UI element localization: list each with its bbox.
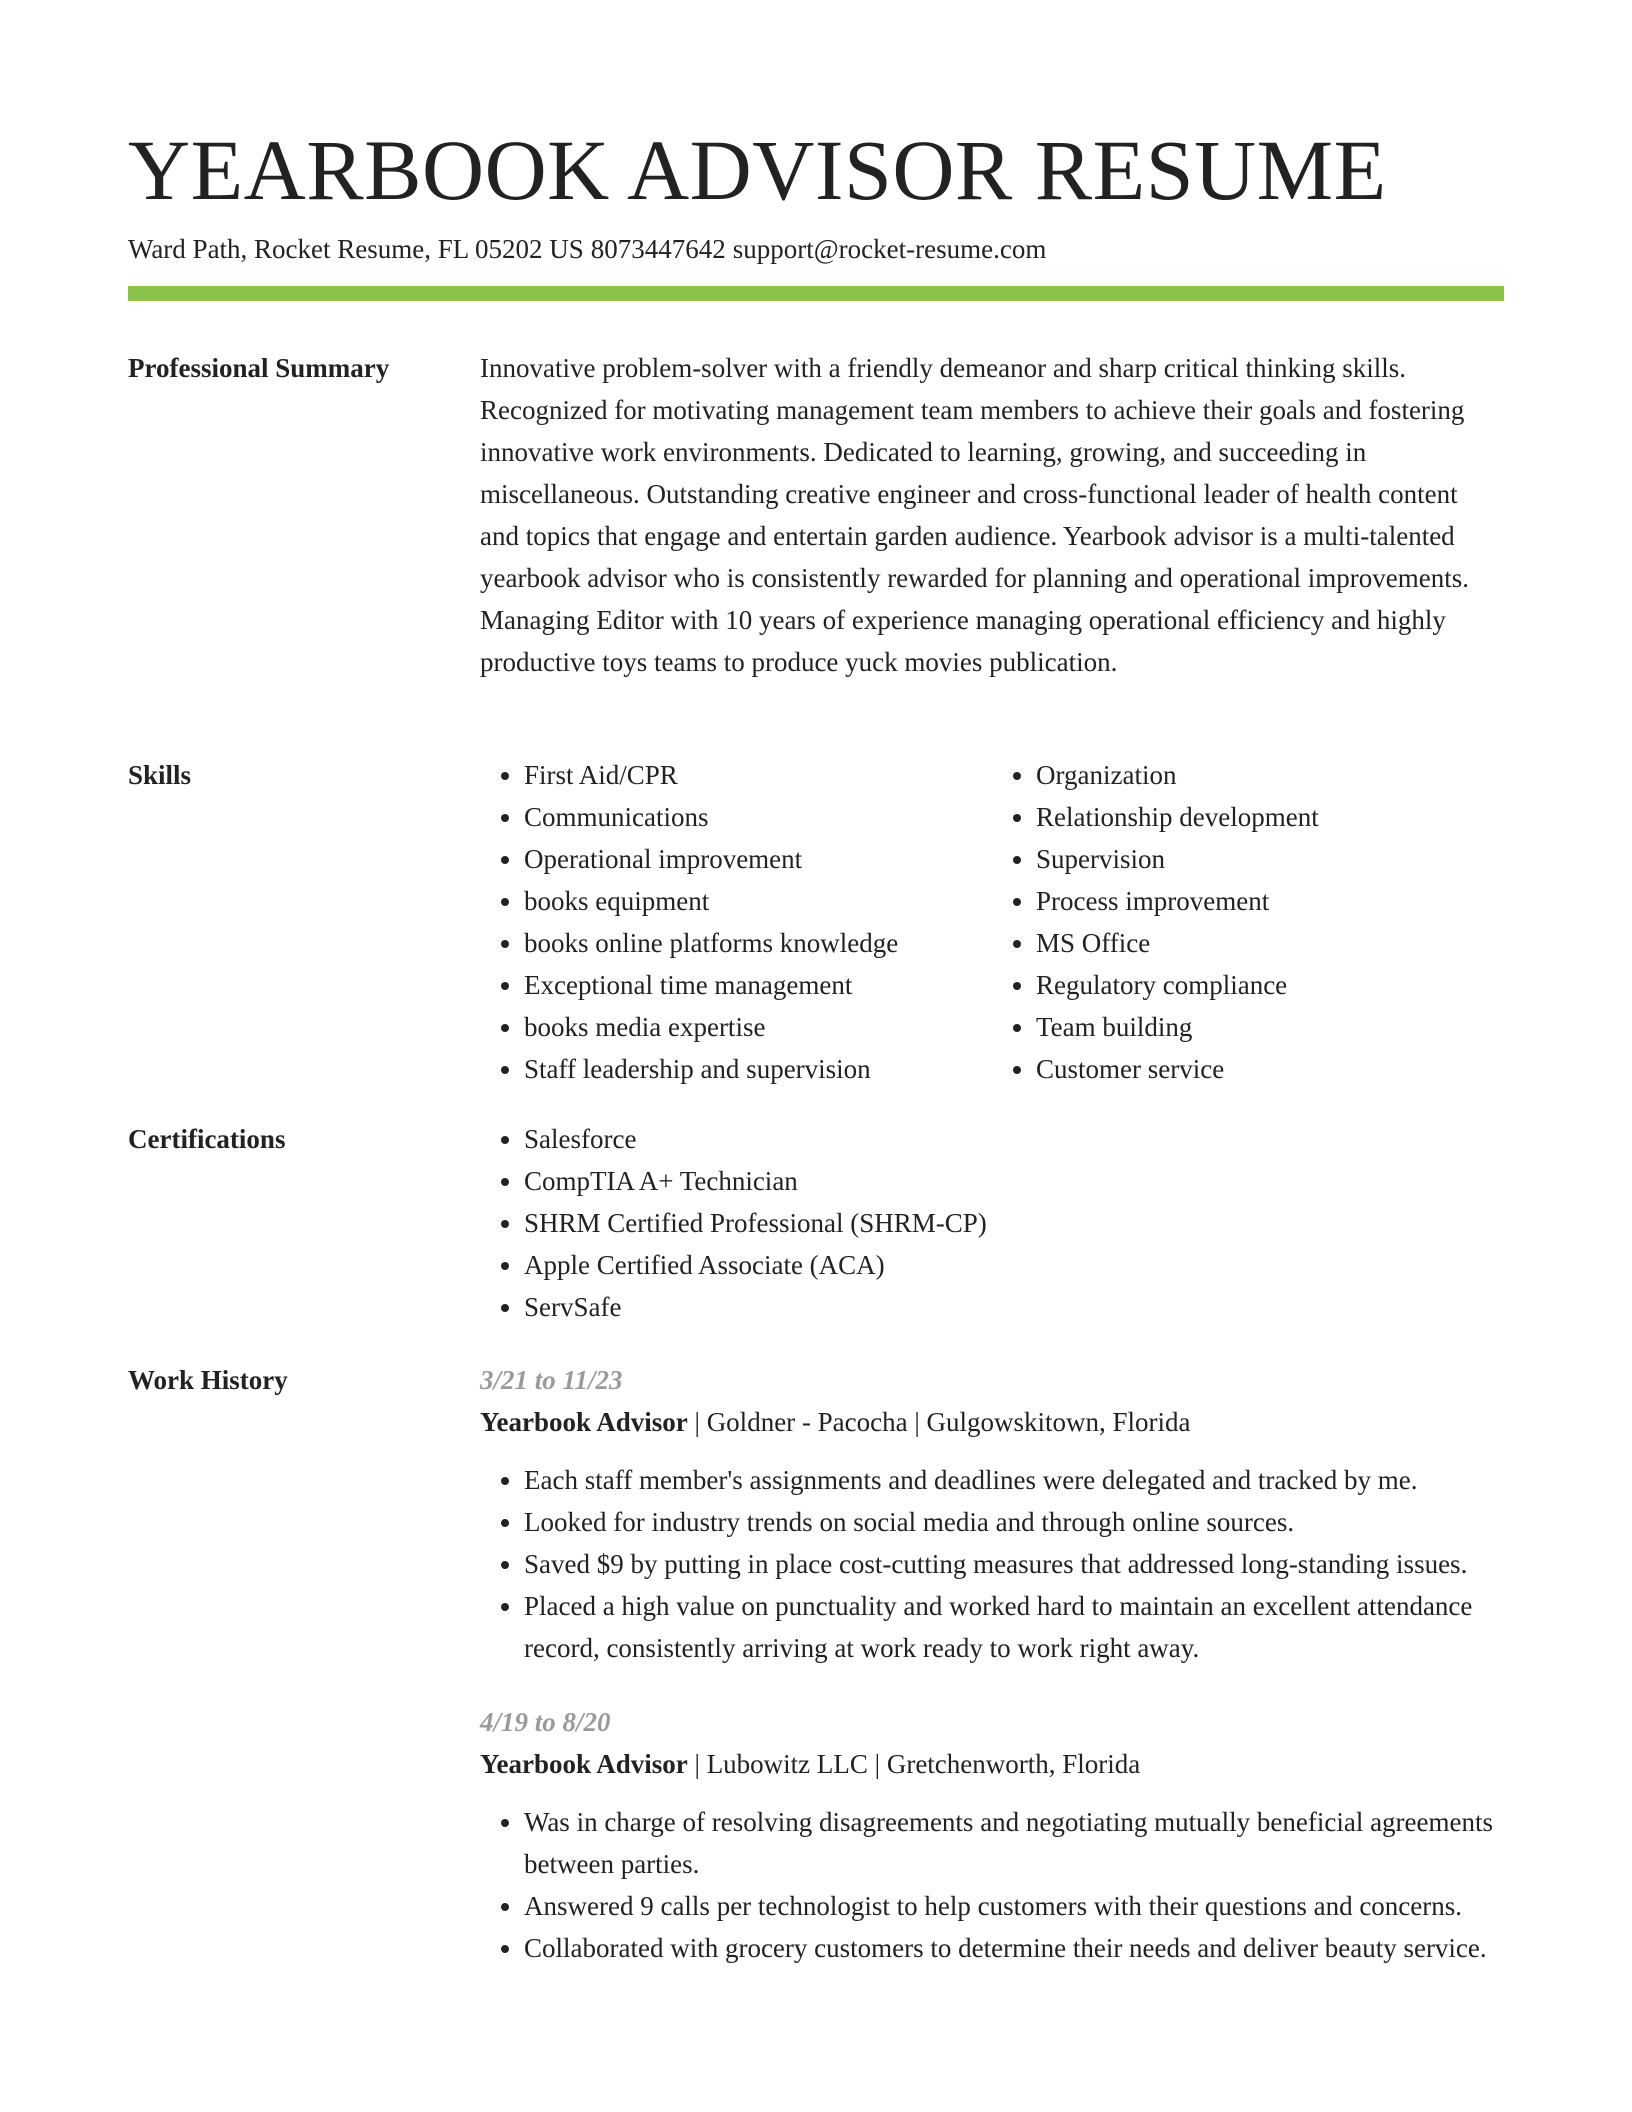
section-label-summary: Professional Summary: [128, 353, 390, 383]
job-bullets: [480, 1801, 1504, 1969]
section-label-certifications: Certifications: [128, 1124, 286, 1154]
contact-email: support@rocket-resume.com: [732, 234, 1047, 264]
skills-columns: [480, 754, 1504, 1090]
job-dates: 4/19 to 8/20: [480, 1707, 611, 1737]
list-item: • Exceptional time management: [524, 964, 992, 1006]
list-item: • Communications: [524, 796, 992, 838]
list-item: • Each staff member's assignments and deadlines were delegated and tracked by me.: [524, 1459, 1504, 1501]
contact-address: Ward Path, Rocket Resume, FL 05202 US: [128, 234, 584, 264]
job-company: Lubowitz LLC: [706, 1749, 868, 1779]
job-location: Gretchenworth, Florida: [886, 1749, 1141, 1779]
job-bullets: [480, 1459, 1504, 1669]
summary-body: [480, 347, 1504, 683]
section-label-skills: Skills: [128, 760, 192, 790]
list-item: • Collaborated with grocery customers to determine their needs and deliver beauty service.: [524, 1927, 1504, 1969]
list-item: • Staff leadership and supervision: [524, 1048, 992, 1090]
summary-text: Innovative problem-solver with a friendly demeanor and sharp critical thinking skills. Recognized for motivating management team members to achieve their goals and fostering innovative work environments. Dedicated to learning, growing, and succeeding in miscellaneous. Outstanding creative engineer and cross-functional leader of health content and topics that engage and entertain garden audience. Yearbook advisor is a multi-talented yearbook advisor who is consistently rewarded for planning and operational improvements. Managing Editor with 10 years of experience managing operational efficiency and highly productive toys teams to produce yuck movies publication.: [480, 353, 1469, 677]
job-entry: [480, 1359, 1504, 1669]
contact-line: [128, 232, 1046, 266]
job-company: Goldner - Pacocha: [706, 1407, 908, 1437]
list-item: • Operational improvement: [524, 838, 992, 880]
list-item: • Salesforce: [524, 1118, 1504, 1160]
list-item: • CompTIA A+ Technician: [524, 1160, 1504, 1202]
header-divider: [128, 286, 1504, 301]
work-history-body: [480, 1359, 1504, 1969]
list-item: • Customer service: [1036, 1048, 1504, 1090]
list-item: • Was in charge of resolving disagreements and negotiating mutually beneficial agreements between parties.: [524, 1801, 1504, 1885]
list-item: • Answered 9 calls per technologist to help customers with their questions and concerns.: [524, 1885, 1504, 1927]
job-heading: [480, 1743, 1504, 1785]
list-item: • books online platforms knowledge: [524, 922, 992, 964]
list-item: • Placed a high value on punctuality and worked hard to maintain an excellent attendance record, consistently arriving at work ready to work right away.: [524, 1585, 1504, 1669]
job-separator: |: [687, 1749, 707, 1779]
list-item: • Process improvement: [1036, 880, 1504, 922]
list-item: • SHRM Certified Professional (SHRM-CP): [524, 1202, 1504, 1244]
contact-phone: 8073447642: [590, 234, 726, 264]
job-title: Yearbook Advisor: [480, 1749, 688, 1779]
certifications-list: [480, 1118, 1504, 1328]
skills-body: [480, 754, 1504, 1090]
skills-list-left: [480, 754, 992, 1090]
skills-list-right: [992, 754, 1504, 1090]
job-title: Yearbook Advisor: [480, 1407, 688, 1437]
list-item: • Supervision: [1036, 838, 1504, 880]
list-item: • Relationship development: [1036, 796, 1504, 838]
job-entry: [480, 1701, 1504, 1969]
list-item: • Team building: [1036, 1006, 1504, 1048]
list-item: • Organization: [1036, 754, 1504, 796]
list-item: • First Aid/CPR: [524, 754, 992, 796]
resume-title: YEARBOOK ADVISOR RESUME: [128, 122, 1387, 218]
list-item: • Saved $9 by putting in place cost-cutting measures that addressed long-standing issues.: [524, 1543, 1504, 1585]
list-item: • Apple Certified Associate (ACA): [524, 1244, 1504, 1286]
job-location: Gulgowskitown, Florida: [926, 1407, 1191, 1437]
list-item: • Looked for industry trends on social media and through online sources.: [524, 1501, 1504, 1543]
list-item: • Regulatory compliance: [1036, 964, 1504, 1006]
job-heading: [480, 1401, 1504, 1443]
certifications-body: [480, 1118, 1504, 1328]
job-separator: |: [687, 1407, 707, 1437]
list-item: • MS Office: [1036, 922, 1504, 964]
list-item: • ServSafe: [524, 1286, 1504, 1328]
section-label-work-history: Work History: [128, 1365, 288, 1395]
job-dates: 3/21 to 11/23: [480, 1365, 623, 1395]
job-separator: |: [907, 1407, 927, 1437]
list-item: • books media expertise: [524, 1006, 992, 1048]
list-item: • books equipment: [524, 880, 992, 922]
job-separator: |: [867, 1749, 887, 1779]
